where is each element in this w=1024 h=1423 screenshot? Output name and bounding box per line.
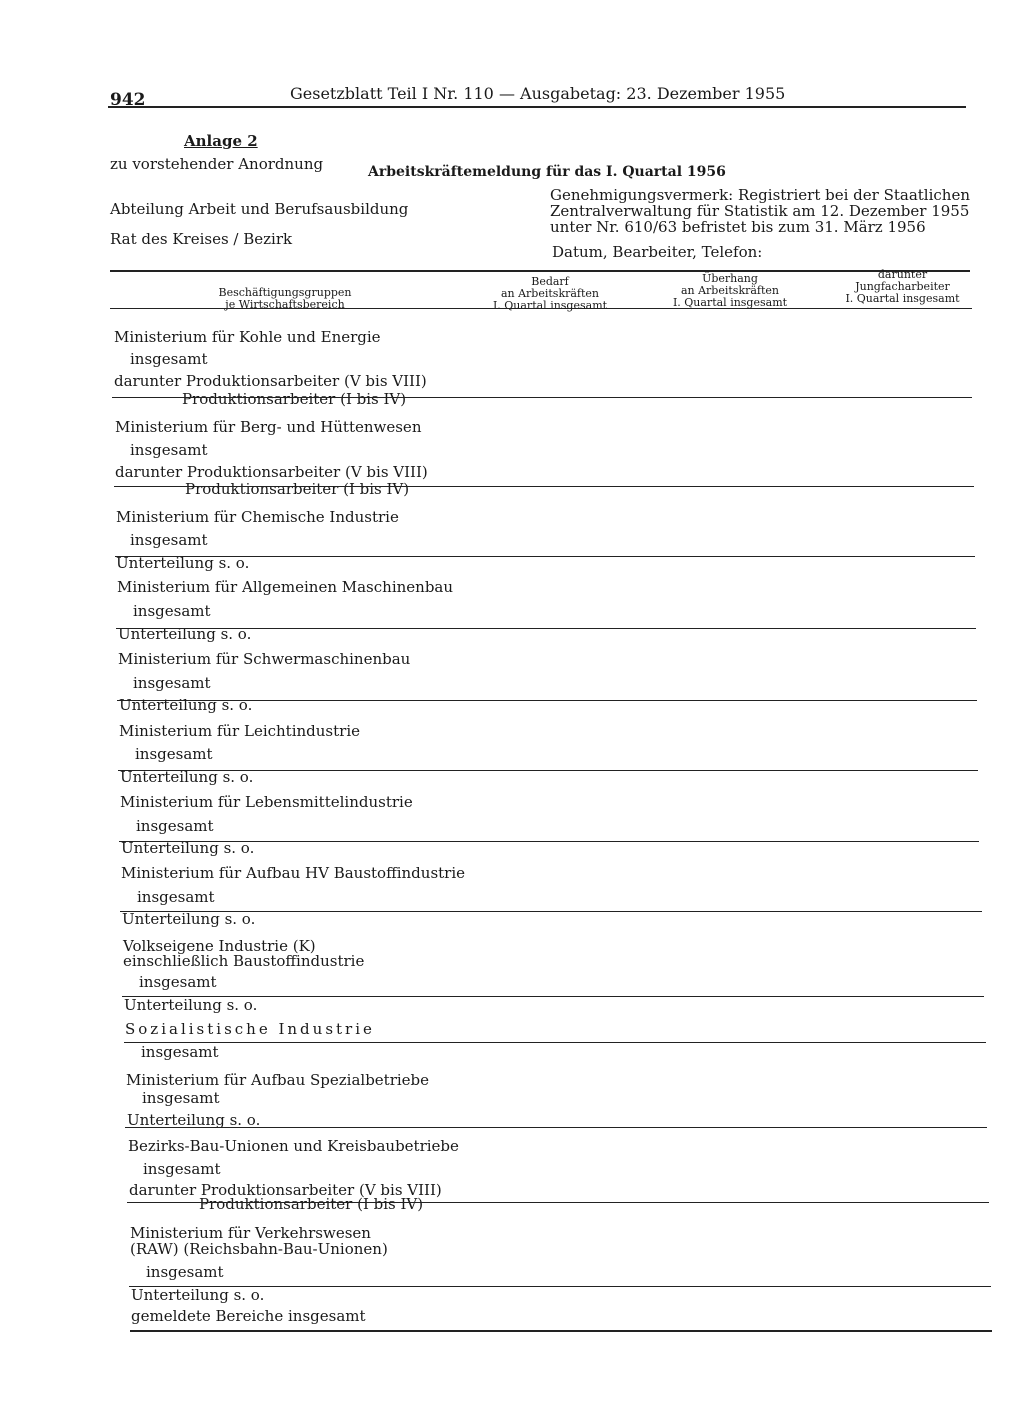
row-line: Unterteilung s. o. [121,839,255,857]
row-title: Ministerium für Lebensmittelindustrie [120,793,413,811]
publication-title: Gesetzblatt Teil I Nr. 110 — Ausgabetag: 23. Dezember 1955 [290,84,786,103]
row-title: gemeldete Bereiche insgesamt [131,1307,366,1325]
row-title: Ministerium für Leichtindustrie [119,722,361,740]
row-line: Unterteilung s. o. [120,768,254,786]
row-separator [115,556,975,557]
anlage-title: Anlage 2 [184,132,258,150]
row-separator [129,1286,991,1287]
row-title: Ministerium für Chemische Industrie [116,508,399,526]
row-title: Ministerium für Berg- und Hüttenwesen [115,418,422,436]
row-line: insgesamt [130,441,208,459]
council-label: Rat des Kreises / Bezirk [110,230,293,248]
column-header-surplus [650,273,810,309]
row-title: Volkseigene Industrie (K) [123,937,316,955]
row-separator [125,1127,987,1128]
header-rule [108,106,966,108]
row-line: Unterteilung s. o. [131,1286,265,1304]
column-header-line: Jungfacharbeiter [855,280,950,293]
column-header-demand [470,276,630,312]
row-line: Unterteilung s. o. [122,910,256,928]
column-header-line: I. Quartal insgesamt [845,292,960,305]
row-title: Ministerium für Kohle und Energie [114,328,381,346]
form-title: Arbeitskräftemeldung für das I. Quartal 1956 [368,164,726,180]
row-title: Ministerium für Allgemeinen Maschinenbau [117,578,454,596]
row-title: Ministerium für Aufbau Spezialbetriebe [126,1071,430,1089]
approval-note-line3: unter Nr. 610/63 befristet bis zum 31. März 1956 [550,218,926,236]
column-header-line: Bedarf [531,275,569,288]
row-line: Unterteilung s. o. [116,554,250,572]
row-title: Sozialistische Industrie [125,1020,375,1038]
row-separator [119,841,979,842]
column-header-line: darunter [877,268,928,281]
row-line: insgesamt [142,1089,220,1107]
row-line: darunter Produktionsarbeiter (V bis VIII) [115,463,428,481]
row-separator [122,996,984,997]
row-title: Ministerium für Schwermaschinenbau [118,650,411,668]
anlage-subtitle: zu vorstehender Anordnung [110,155,324,173]
row-separator [118,770,978,771]
column-header-line: Beschäftigungsgruppen [218,286,352,299]
row-title: Ministerium für Aufbau HV Baustoffindustrie [121,864,466,882]
page-number: 942 [110,90,146,110]
row-title: Bezirks-Bau-Unionen und Kreisbaubetriebe [128,1137,459,1155]
row-line: insgesamt [137,888,215,906]
approval-note-line2: Zentralverwaltung für Statistik am 12. Dezember 1955 [550,202,970,220]
row-line: Produktionsarbeiter (I bis IV) [182,390,407,408]
department-label: Abteilung Arbeit und Berufsausbildung [110,200,409,218]
row-line: einschließlich Baustoffindustrie [123,952,365,970]
row-line: Unterteilung s. o. [118,625,252,643]
row-line: darunter Produktionsarbeiter (V bis VIII) [114,372,427,390]
row-line: insgesamt [146,1263,224,1281]
column-header-line: Überhang [702,272,758,285]
row-separator [114,486,974,487]
row-separator [116,628,976,629]
row-title: Ministerium für Verkehrswesen [130,1224,371,1242]
approval-note-line1: Genehmigungsvermerk: Registriert bei der Staatlichen [550,186,970,204]
table-bottom-rule [130,1330,992,1332]
row-line: insgesamt [136,817,214,835]
row-line: insgesamt [143,1160,221,1178]
column-header-line: je Wirtschaftsbereich [225,298,345,311]
row-line: Unterteilung s. o. [127,1111,261,1129]
column-header-line: I. Quartal insgesamt [672,296,788,309]
column-header-line: I. Quartal insgesamt [492,299,608,312]
row-separator [120,911,982,912]
row-line: insgesamt [135,745,213,763]
row-line: Unterteilung s. o. [124,996,258,1014]
row-line: insgesamt [133,674,211,692]
row-separator [117,700,977,701]
row-line: (RAW) (Reichsbahn-Bau-Unionen) [130,1240,388,1258]
column-header-young-skilled [815,269,990,305]
table-header-rule [110,308,972,309]
row-line: insgesamt [130,350,208,368]
column-header-line: an Arbeitskräften [500,287,600,300]
row-line: darunter Produktionsarbeiter (V bis VIII) [129,1181,442,1199]
column-header-line: an Arbeitskräften [680,284,780,297]
row-line: insgesamt [139,973,217,991]
row-line: Unterteilung s. o. [119,696,253,714]
row-line: insgesamt [133,602,211,620]
row-separator [112,397,972,398]
contact-line: Datum, Bearbeiter, Telefon: [552,243,763,261]
row-line: insgesamt [141,1043,219,1061]
row-line: Produktionsarbeiter (I bis IV) [185,480,410,498]
row-line: insgesamt [130,531,208,549]
row-separator [124,1042,986,1043]
row-separator [127,1202,989,1203]
row-line: Produktionsarbeiter (I bis IV) [199,1195,424,1213]
